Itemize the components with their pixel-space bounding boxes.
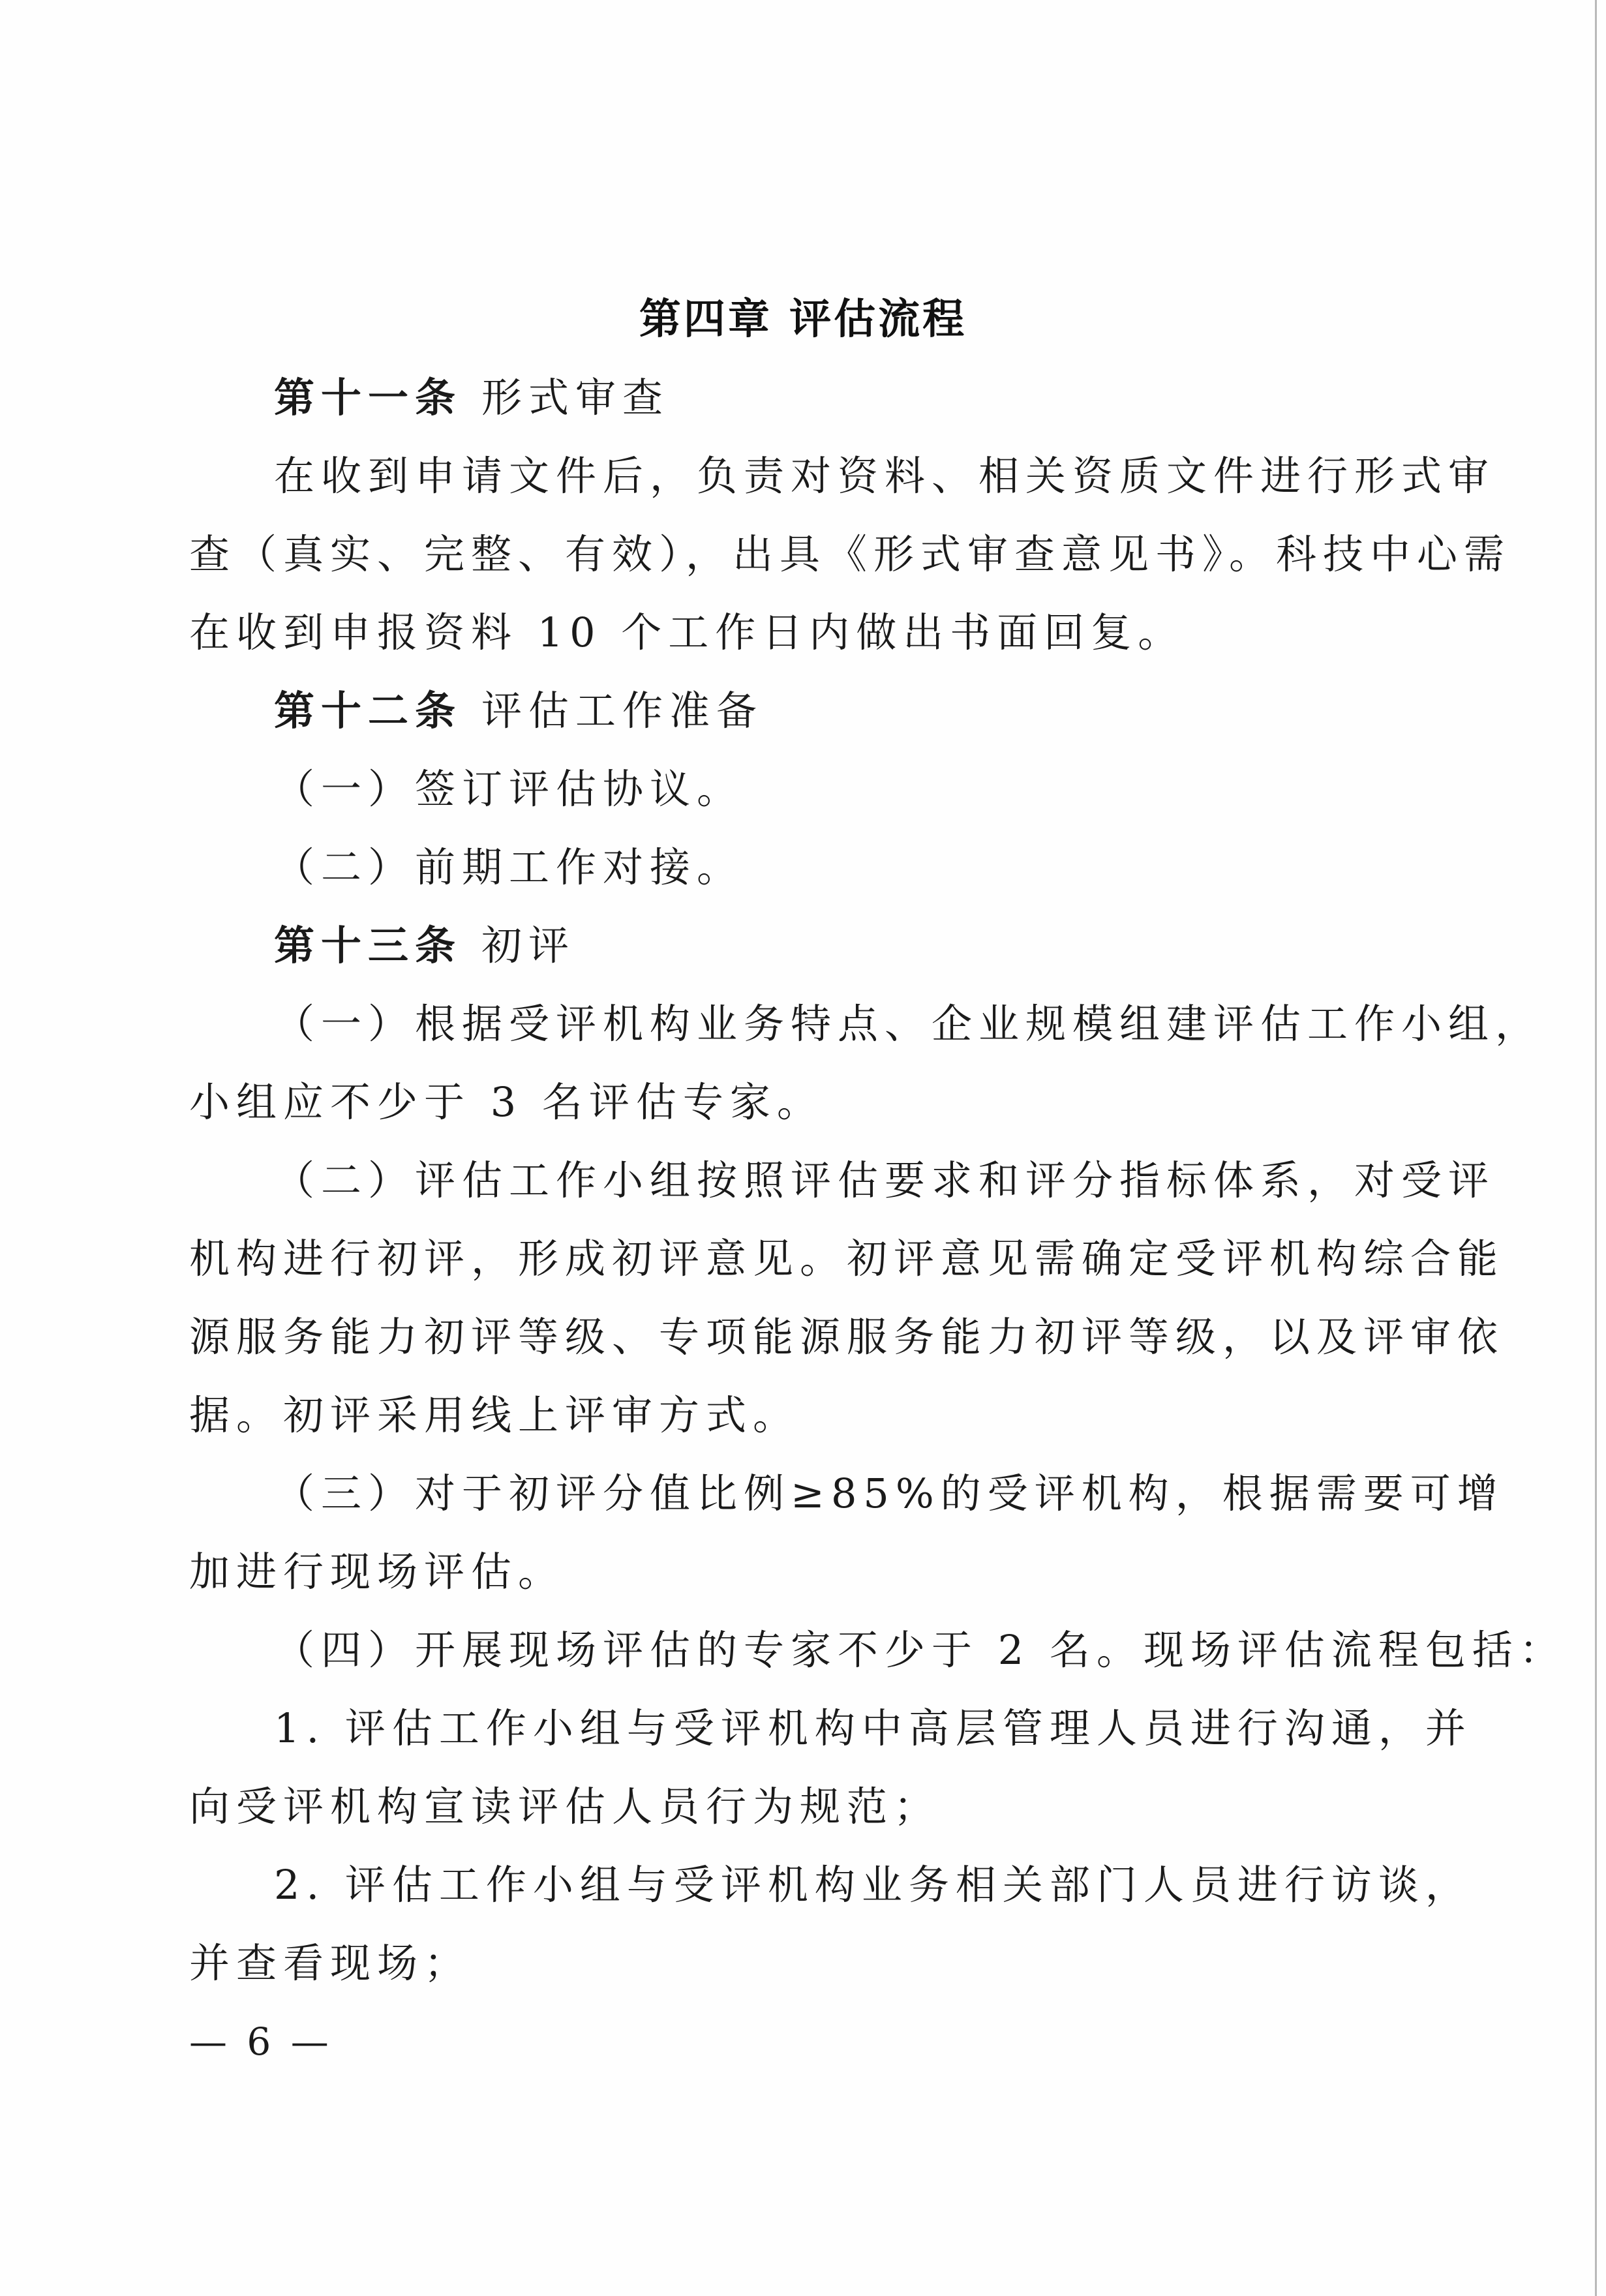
- paragraph-line: 小组应不少于 3 名评估专家。: [189, 1078, 824, 1126]
- paragraph-line: 加进行现场评估。: [189, 1548, 566, 1595]
- article-title: 初评: [481, 922, 576, 969]
- paragraph-line: （四）开展现场评估的专家不少于 2 名。现场评估流程包括：: [274, 1626, 1566, 1674]
- paragraph-line: 查（真实、完整、有效），出具《形式审查意见书》。科技中心需: [189, 530, 1511, 578]
- numbered-step-line: 1. 评估工作小组与受评机构中高层管理人员进行沟通，并: [274, 1704, 1472, 1752]
- paragraph-line: （二）评估工作小组按照评估要求和评分指标体系，对受评: [274, 1156, 1496, 1204]
- article-13-heading: [274, 913, 1416, 978]
- article-title: 形式审查: [481, 374, 670, 421]
- paragraph-line: 在收到申请文件后，负责对资料、相关资质文件进行形式审: [274, 452, 1496, 500]
- numbered-step-line: 2. 评估工作小组与受评机构业务相关部门人员进行访谈，: [274, 1861, 1472, 1909]
- page-number: — 6 —: [189, 2019, 333, 2064]
- paragraph-line: 据。初评采用线上评审方式。: [189, 1391, 800, 1439]
- chapter-title: 第四章 评估流程: [639, 295, 967, 344]
- paragraph-line: （一）根据受评机构业务特点、企业规模组建评估工作小组，: [274, 1000, 1543, 1048]
- article-11-heading: [274, 365, 1416, 430]
- paragraph-line: 源服务能力初评等级、专项能源服务能力初评等级，以及评审依: [189, 1313, 1505, 1361]
- article-number: 第十二条: [274, 687, 462, 734]
- list-item: （一）签订评估协议。: [274, 765, 744, 813]
- paragraph-line: 机构进行初评，形成初评意见。初评意见需确定受评机构综合能: [189, 1235, 1505, 1282]
- article-number: 第十一条: [274, 374, 462, 421]
- list-item: （二）前期工作对接。: [274, 843, 744, 891]
- article-12-heading: [274, 678, 1416, 744]
- article-title: 评估工作准备: [481, 687, 764, 734]
- article-number: 第十三条: [274, 922, 462, 969]
- numbered-step-line: 并查看现场；: [189, 1939, 472, 1987]
- paragraph-line: 在收到申报资料 10 个工作日内做出书面回复。: [189, 609, 1185, 656]
- numbered-step-line: 向受评机构宣读评估人员行为规范；: [189, 1783, 941, 1830]
- paragraph-line: （三）对于初评分值比例≥85%的受评机构，根据需要可增: [274, 1470, 1504, 1517]
